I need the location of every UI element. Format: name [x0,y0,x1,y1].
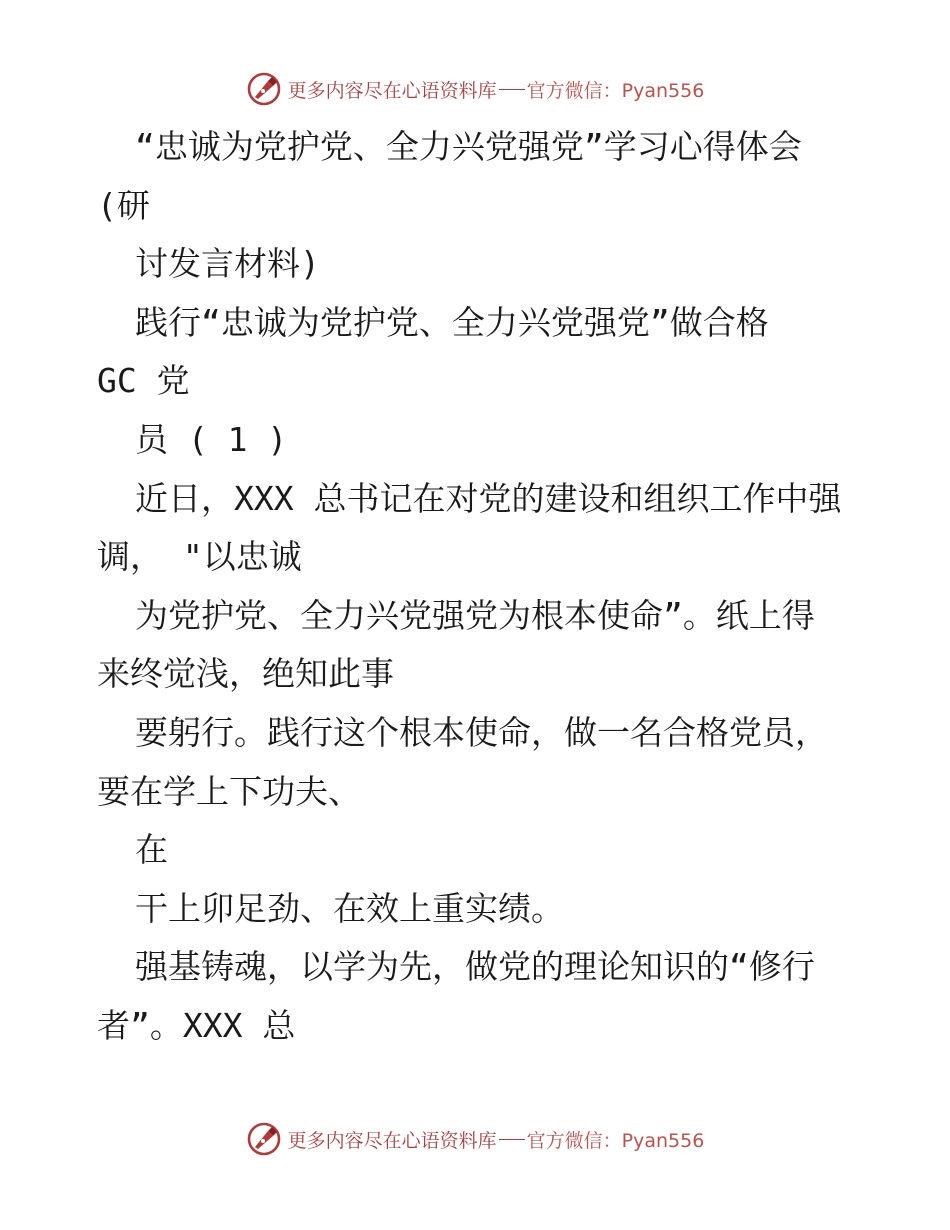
watermark-separator [499,89,525,90]
watermark-wechat-text: 官方微信：Pyan556 [526,1129,705,1152]
document-body [97,118,867,1056]
doc-line: 近日，XXX 总书记在对党的建设和组织工作中强 [135,478,842,518]
doc-line: 调， "以忠诚 [97,537,302,577]
doc-line: 在 [135,830,168,870]
doc-line: 干上卯足劲、在效上重实绩。 [135,888,564,928]
header-watermark [0,67,950,111]
doc-line: 为党护党、全力兴党强党为根本使命”。纸上得 [135,595,815,635]
watermark-brand-text: 更多内容尽在心语资料库 [287,1129,497,1152]
doc-line: GC 党 [97,361,190,401]
doc-line: 要躬行。践行这个根本使命，做一名合格党员， [135,712,828,752]
doc-line: 员 ( 1 ) [135,419,288,459]
watermark-brand-text: 更多内容尽在心语资料库 [287,79,497,102]
doc-line: 者”。XXX 总 [97,1005,296,1045]
doc-line: 要在学上下功夫、 [97,771,361,811]
doc-line: (研 [97,185,150,225]
watermark-wechat-text: 官方微信：Pyan556 [526,79,705,102]
pen-nib-logo-icon [246,1121,282,1157]
doc-line: 强基铸魂，以学为先，做党的理论知识的“修行 [135,947,815,987]
pen-nib-logo-icon [246,71,282,107]
watermark-separator [499,1139,525,1140]
footer-watermark [0,1117,950,1161]
doc-line: 践行“忠诚为党护党、全力兴党强党”做合格 [135,302,769,342]
doc-line: 讨发言材料) [135,244,320,284]
doc-line: “忠诚为党护党、全力兴党强党”学习心得体会 [135,127,802,166]
doc-line: 来终觉浅，绝知此事 [97,654,394,694]
